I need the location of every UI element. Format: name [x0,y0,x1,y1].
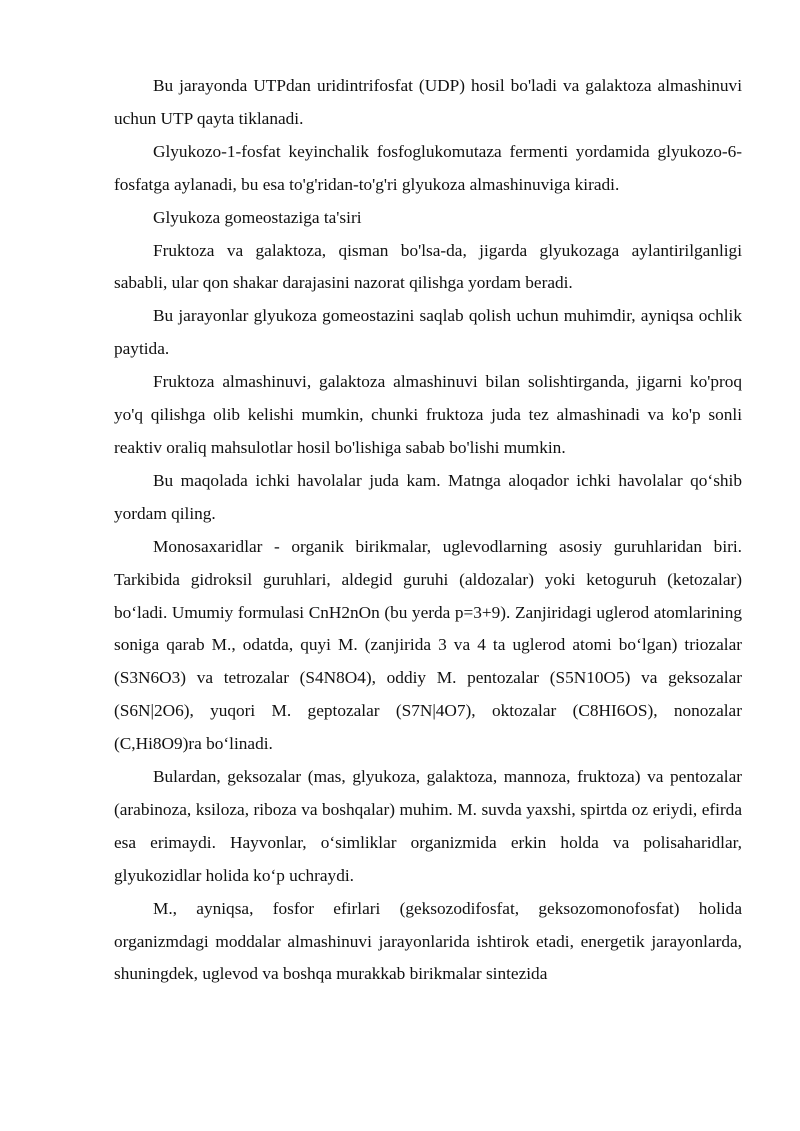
paragraph-blood-sugar: Fruktoza va galaktoza, qisman bo'lsa-da, jigarda glyukozaga aylantirilganligi sababli, ular qon shakar darajasini nazorat qilishga yordam beradi. [114,240,742,293]
paragraph-glucose-1-phosphate: Glyukozo-1-fosfat keyinchalik fosfoglukomutaza fermenti yordamida glyukozo-6-fosfatga aylanadi, bu esa to'g'ridan-to'g'ri glyukoza almashinuviga kiradi. [114,141,742,194]
paragraph-hexoses-pentoses: Bulardan, geksozalar (mas, glyukoza, galaktoza, mannoza, fruktoza) va pentozalar (arabinoza, ksiloza, riboza va boshqalar) muhim. M. suvda yaxshi, spirtda oz eriydi, efirda esa erimaydi. Hayvonlar, o‘simliklar organizmida erkin holda va polisaharidlar, glyukozidlar holida ko‘p uchraydi. [114,767,742,885]
paragraph-fructose-metabolism: Fruktoza almashinuvi, galaktoza almashinuvi bilan solishtirganda, jigarni ko'proq yo'q qilishga olib kelishi mumkin, chunki fruktoza juda tez almashinadi va ko'p sonli reaktiv oraliq mahsulotlar hosil bo'lishiga sabab bo'lishi mumkin. [114,372,742,457]
paragraph-utp: Bu jarayonda UTPdan uridintrifosfat (UDP) hosil bo'ladi va galaktoza almashinuvi uchun UTP qayta tiklanadi. [114,76,742,128]
paragraph-phosphate-esters: M., ayniqsa, fosfor efirlari (geksozodifosfat, geksozomonofosfat) holida organizmdagi moddalar almashinuvi jarayonlarida ishtirok etadi, energetik jarayonlarda, shuningdek, uglevod va boshqa murakkab birikmalar sintezida [114,898,742,984]
paragraph-monosaccharides: Monosaxaridlar - organik birikmalar, uglevodlarning asosiy guruhlaridan biri. Tarkibida gidroksil guruhlari, aldegid guruhi (aldozalar) yoki ketoguruh (ketozalar) bo‘ladi. Umumiy formulasi CnH2nOn (bu yerda p=3+9). Zanjiridagi uglerod atomlarining soniga qarab M., odatda, quyi M. (zanjirida 3 va 4 ta uglerod atomi bo‘lgan) triozalar (S3N6O3) va tetrozalar (S4N8O4), oddiy M. pentozalar (S5N10O5) va geksozalar (S6N|2O6), yuqori M. geptozalar (S7N|4O7), oktozalar (C8HI6OS), nonozalar (C,Hi8O9)ra bo‘linadi. [114,536,742,754]
paragraph-internal-links-notice: Bu maqolada ichki havolalar juda kam. Matnga aloqador ichki havolalar qo‘shib yordam qiling. [114,470,742,523]
paragraph-homeostasis: Bu jarayonlar glyukoza gomeostazini saqlab qolish uchun muhimdir, ayniqsa ochlik paytida. [114,306,742,359]
section-heading-glucose-homeostasis: Glyukoza gomeostaziga ta'siri [153,207,362,227]
document-page [114,70,742,991]
